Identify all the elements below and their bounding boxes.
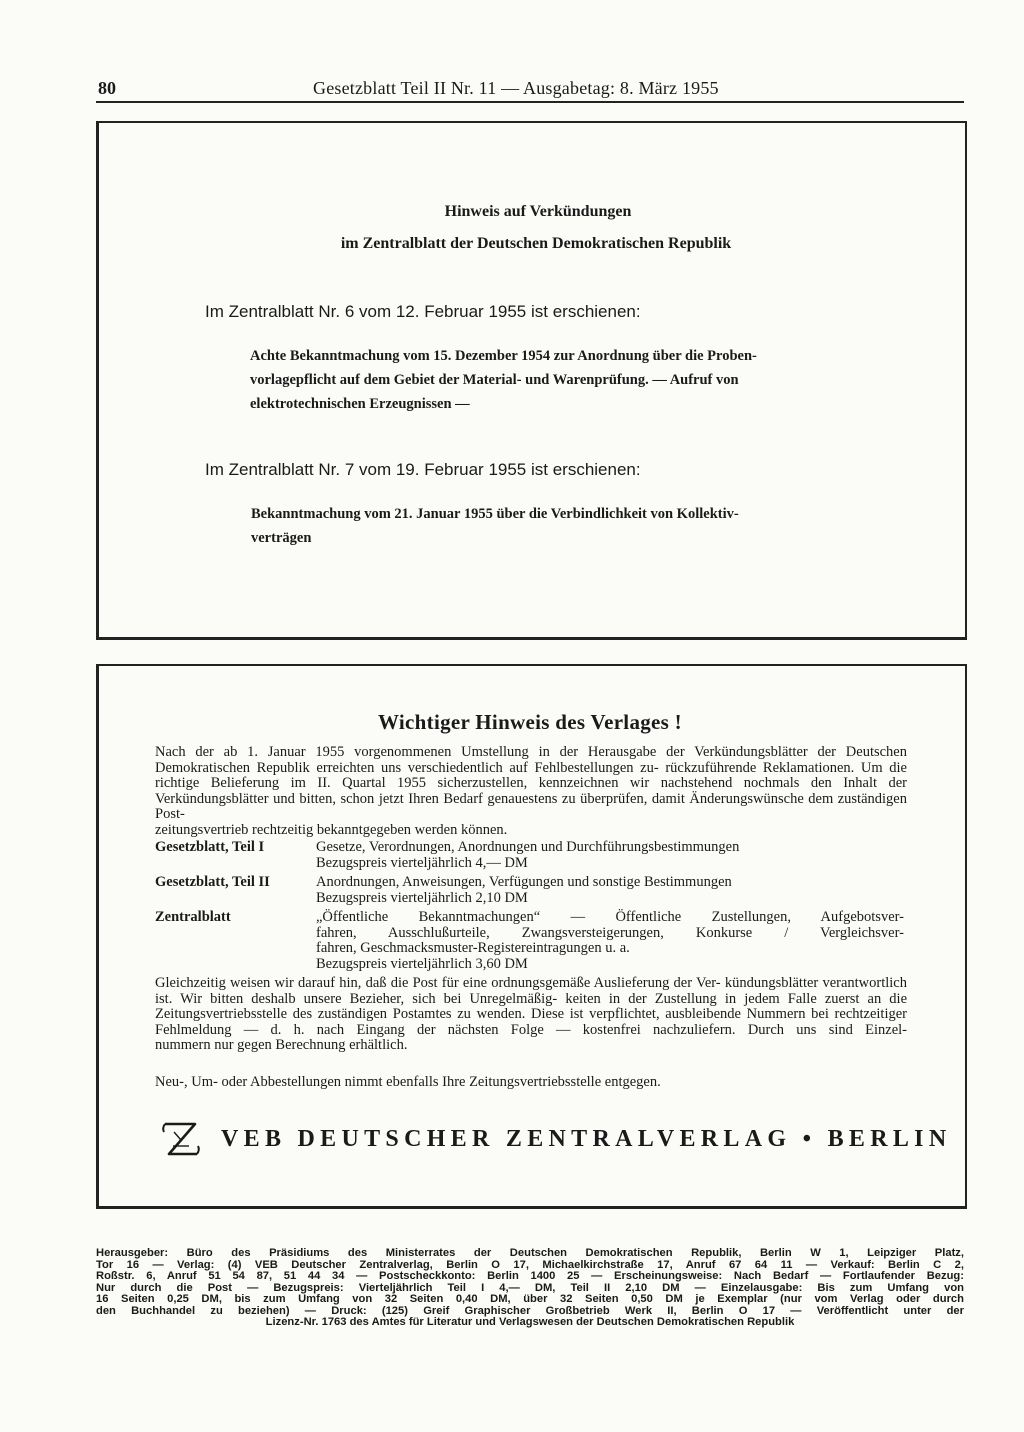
paragraph-reorganisation [155,745,907,839]
text-line: Postamtes zu wenden. Diese ist verpflichtet, ausbleibende Nummern bei rechtzeitiger Fehlmeldung [155,1006,908,1038]
text-line: Gleichzeitig weisen wir darauf hin, daß die Post für eine ordnungsgemäße Auslieferung der Ver- [155,975,721,991]
text-line: rückzuführende Reklamationen. Um die richtige Belieferung im II. Quartal 1955 sicherzustellen, [155,759,907,792]
zentralverlag-z-logo-icon [159,1118,203,1162]
imprint-line: 16 Seiten 0,25 DM, bis zum Umfang von 32 Seiten 0,40 DM, über 32 Seiten 0,50 DM je Exemplar (nur vom Verlag oder durch [96,1293,964,1305]
publisher-notice-title: Wichtiger Hinweis des Verlages ! [378,710,682,734]
publication-description [316,910,904,972]
imprint-line: Tor 16 — Verlag: (4) VEB Deutscher Zentralverlag, Berlin O 17, Michaelkirchstraße 17, Anruf 67 64 11 — Verkauf: Berlin C 2, [96,1258,964,1271]
imprint-line: Herausgeber: Büro des Präsidiums des Ministerrates der Deutschen Demokratischen Republik, Berlin W 1, Leipziger Platz, [96,1247,964,1259]
publication-name: Zentralblatt [155,909,231,925]
notice-title: Hinweis auf Verkündungen [444,203,632,220]
notice-subtitle: im Zentralblatt der Deutschen Demokratischen Republik [340,235,732,252]
publication-description [316,875,907,906]
entry-line: verträgen [251,530,312,546]
text-line: keiten in der Zustellung in jedem Falle zuerst an die Zeitungsvertriebsstelle des zuständigen [155,990,908,1023]
entry-line: Achte Bekanntmachung vom 15. Dezember 1954 zur Anordnung über die Proben- [250,348,757,364]
imprint-line: Nur durch die Post — Bezugspreis: Vierteljährlich Teil I 4,— DM, Teil II 2,10 DM — Einzelausgabe: Bis zum Umfang von [96,1281,964,1294]
publication-name: Gesetzblatt, Teil II [155,874,270,890]
imprint-line: den Buchhandel zu beziehen) — Druck: (125) Greif Graphischer Großbetrieb Werk II, Berlin O 17 — Veröffentlicht unter der [96,1304,964,1317]
entry-line: elektrotechnischen Erzeugnissen — [250,396,470,412]
zentralblatt-notice-box [96,121,967,640]
entry-line: Bekanntmachung vom 21. Januar 1955 über die Verbindlichkeit von Kollektiv- [251,506,739,522]
text-line: der Deutschen Demokratischen Republik erreichten uns verschiedentlich auf Fehlbestellungen zu- [155,744,907,776]
publisher-notice-box [96,664,967,1209]
text-line: Gesetze, Verordnungen, Anordnungen und Durchführungsbestimmungen [316,839,740,855]
running-title: Gesetzblatt Teil II Nr. 11 — Ausgabetag: 8. März 1955 [313,78,719,98]
text-line: Nach der ab 1. Januar 1955 vorgenommenen Umstellung in der Herausgabe der Verkündungsblätter [155,744,808,760]
entry-line: vorlagepflicht auf dem Gebiet der Material- und Warenprüfung. — Aufruf von [250,372,739,388]
text-line: „Öffentliche Bekanntmachungen“ — Öffentliche Zustellungen, Aufgebotsver- [316,909,904,925]
issue-entry [250,344,866,416]
issue-intro: Im Zentralblatt Nr. 6 vom 12. Februar 1955 ist erschienen: [205,302,641,321]
publisher-name: VEB DEUTSCHER ZENTRALVERLAG • BERLIN [221,1126,952,1152]
text-line: fahren, Geschmacksmuster-Registereintragungen u. a. [316,940,630,957]
paragraph-delivery [155,976,907,1054]
text-line: kündungsblätter verantwortlich ist. Wir bitten deshalb unsere Bezieher, sich bei Unregelmäßig- [155,975,907,1007]
text-line: Bezugspreis vierteljährlich 2,10 DM [316,889,528,906]
text-line: jetzt Ihren Bedarf genauestens zu überprüfen, damit Änderungswünsche dem zuständigen Post- [155,790,907,823]
imprint-line: Roßstr. 6, Anruf 51 54 87, 51 44 34 — Postscheckkonto: Berlin 1400 25 — Erscheinungsweise: Nach Bedarf — Fortlaufender Bezug: [96,1270,964,1282]
imprint [96,1248,964,1329]
issue-intro: Im Zentralblatt Nr. 7 vom 19. Februar 1955 ist erschienen: [205,460,641,479]
paragraph-subscriptions: Neu-, Um- oder Abbestellungen nimmt ebenfalls Ihre Zeitungsvertriebsstelle entgegen. [155,1074,661,1090]
publisher-signature [159,1118,952,1164]
publication-name: Gesetzblatt, Teil I [155,839,265,855]
text-line: Bezugspreis vierteljährlich 4,— DM [316,854,528,871]
text-line: — d. h. nach Eingang der nächsten Folge — kostenfrei nachzuliefern. Durch uns sind Einzel- [243,1021,907,1038]
page-header [98,74,964,102]
text-line: Anordnungen, Anweisungen, Verfügungen und sonstige Bestimmungen [316,874,732,890]
text-line: Bezugspreis vierteljährlich 3,60 DM [316,955,528,972]
text-line: nummern nur gegen Berechnung erhältlich. [155,1037,408,1054]
text-line: zeitungsvertrieb rechtzeitig bekanntgegeben werden können. [155,821,508,838]
header-rule [96,101,964,103]
text-line: kennzeichnen wir nachstehend nochmals den Inhalt der Verkündungsblätter und bitten, schon [155,775,907,807]
text-line: fahren, Ausschlußurteile, Zwangsversteigerungen, Konkurse / Vergleichsver- [316,924,904,941]
publication-description [316,840,907,871]
issue-entry [251,502,859,550]
page-number: 80 [98,78,116,98]
imprint-line: Lizenz-Nr. 1763 des Amtes für Literatur und Verlagswesen der Deutschen Demokratischen Republik [265,1316,795,1328]
